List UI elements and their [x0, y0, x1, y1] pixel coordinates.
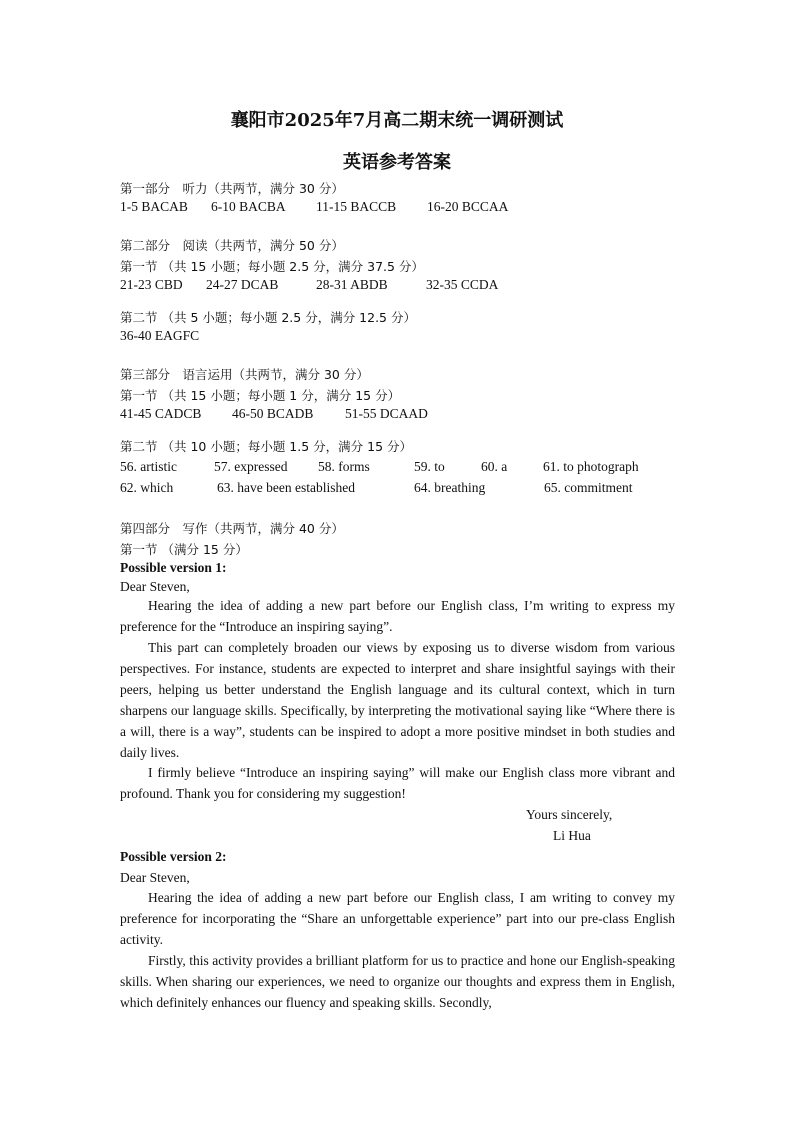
- answer-group: 6-10 BACBA: [211, 199, 286, 214]
- answer-group: 21-23 CBD: [120, 277, 183, 292]
- answer-item: 59. to: [414, 459, 445, 474]
- answer-group: 46-50 BCADB: [232, 406, 314, 421]
- version1-paragraph-2: This part can completely broaden our views by exposing us to diverse wisdom from various perspectives. For instance, students are expected to interpret and share insightful sayings with their peers, helping us better understand the English language and its cultural context, which in turn sharpens our language skills. Specifically, by interpreting the motivational saying like “Where there is a will, there is a way”, students can be inspired to adopt a more positive mindset in both studies and daily lives.: [120, 640, 675, 760]
- part2-section1-heading: 第一节 （共 15 小题；每小题 2.5 分，满分 37.5 分）: [120, 259, 424, 274]
- part3-section2-heading: 第二节 （共 10 小题；每小题 1.5 分，满分 15 分）: [120, 439, 413, 454]
- answer-group: 1-5 BACAB: [120, 199, 188, 214]
- document-title: 襄阳市2025年7月高二期末统一调研测试: [230, 110, 564, 131]
- answer-group: 16-20 BCCAA: [427, 199, 509, 214]
- part2-section2-answers: 36-40 EAGFC: [120, 328, 200, 343]
- answer-group: 41-45 CADCB: [120, 406, 202, 421]
- version2-paragraph-2: Firstly, this activity provides a brilliant platform for us to practice and hone our English-speaking skills. When sharing our experiences, we need to organize our thoughts and express them in English, which definitely enhances our fluency and speaking skills. Secondly,: [120, 953, 675, 1010]
- part3-heading: 第三部分 语言运用（共两节，满分 30 分）: [120, 367, 369, 382]
- answer-item: 61. to photograph: [543, 459, 639, 474]
- part4-section1-heading: 第一节 （满分 15 分）: [120, 542, 248, 557]
- version1-label: Possible version 1:: [120, 560, 227, 575]
- version2-greeting: Dear Steven,: [120, 870, 190, 885]
- part2-heading: 第二部分 阅读（共两节，满分 50 分）: [120, 238, 344, 253]
- answer-group: 11-15 BACCB: [316, 199, 397, 214]
- answer-item: 63. have been established: [217, 480, 355, 495]
- answer-group: 28-31 ABDB: [316, 277, 388, 292]
- version2-label: Possible version 2:: [120, 849, 227, 864]
- version1-paragraph-1: Hearing the idea of adding a new part before our English class, I’m writing to express my preference for the “Introduce an inspiring saying”.: [120, 598, 675, 634]
- answer-item: 64. breathing: [414, 480, 486, 495]
- answer-group: 51-55 DCAAD: [345, 406, 428, 421]
- answer-item: 58. forms: [318, 459, 370, 474]
- version1-paragraph-3: I firmly believe “Introduce an inspiring saying” will make our English class more vibrant and profound. Thank you for considering my suggestion!: [120, 765, 675, 801]
- version1-signature: Li Hua: [553, 828, 591, 843]
- answer-item: 62. which: [120, 480, 174, 495]
- answer-item: 57. expressed: [214, 459, 288, 474]
- answer-group: 32-35 CCDA: [426, 277, 499, 292]
- version1-closing: Yours sincerely,: [526, 807, 613, 822]
- version1-greeting: Dear Steven,: [120, 579, 190, 594]
- part2-section2-heading: 第二节 （共 5 小题；每小题 2.5 分，满分 12.5 分）: [120, 310, 416, 325]
- part3-section1-heading: 第一节 （共 15 小题；每小题 1 分，满分 15 分）: [120, 388, 401, 403]
- document-subtitle: 英语参考答案: [343, 152, 451, 173]
- part4-heading: 第四部分 写作（共两节，满分 40 分）: [120, 521, 344, 536]
- answer-item: 60. a: [481, 459, 508, 474]
- answer-item: 56. artistic: [120, 459, 177, 474]
- answer-group: 24-27 DCAB: [206, 277, 279, 292]
- answer-item: 65. commitment: [544, 480, 633, 495]
- part1-heading: 第一部分 听力（共两节，满分 30 分）: [120, 181, 344, 196]
- version2-paragraph-1: Hearing the idea of adding a new part before our English class, I am writing to convey my preference for incorporating the “Share an unforgettable experience” part into our pre-class English activity.: [120, 890, 675, 947]
